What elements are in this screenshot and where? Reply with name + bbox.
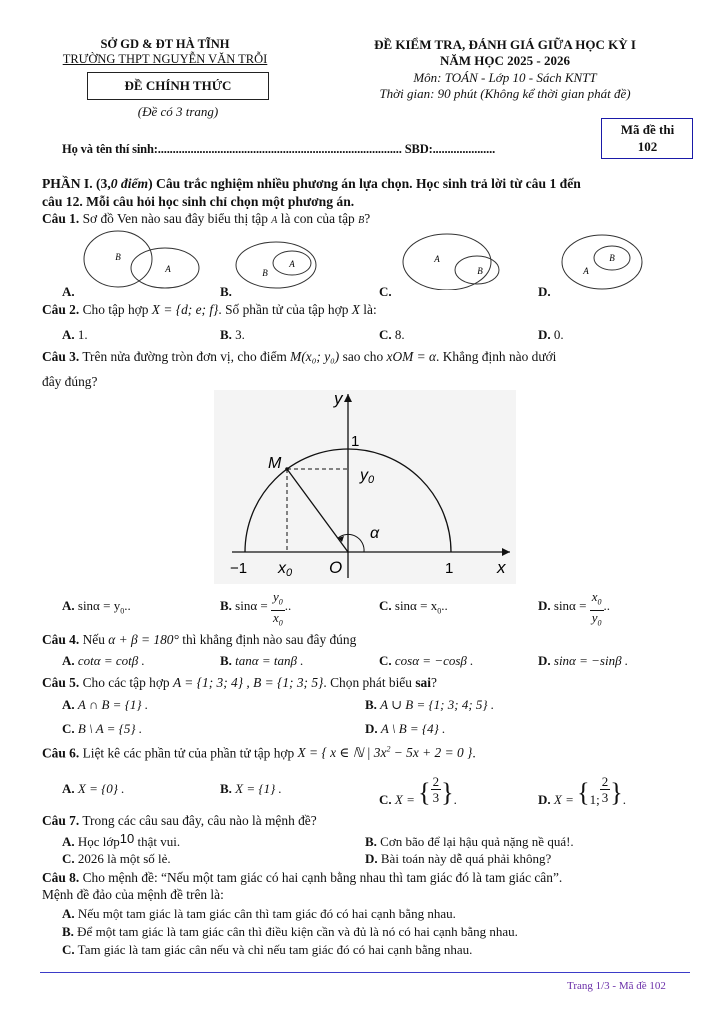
- q6-option-b[interactable]: [220, 781, 282, 797]
- part1-title-c: ) Câu trắc nghiệm nhiều phương án lựa chọn. Học sinh trả lời từ câu 1 đến: [148, 176, 581, 191]
- q3-option-a-tail: ..: [124, 598, 131, 613]
- q3-stem-line2: đây đúng?: [42, 374, 98, 389]
- fig-label-x0-sub: 0: [286, 567, 293, 579]
- q5-option-b-value: A ∪ B = {1; 3; 4; 5} .: [380, 697, 495, 712]
- q7-option-d-letter: D.: [365, 851, 378, 866]
- q8-stem-line2: Mệnh đề đảo của mệnh đề trên là:: [42, 887, 224, 902]
- q1-label: Câu 1.: [42, 211, 80, 226]
- part1-title-a: PHẦN I. (3,: [42, 176, 111, 191]
- venn-c-label-b: B: [477, 266, 483, 276]
- venn-a-label-a: A: [165, 264, 171, 274]
- q7-option-d-value: Bài toán này dễ quá phải không?: [380, 851, 552, 866]
- q6-option-d-lead: 1;: [589, 792, 600, 807]
- q2-text-b: . Số phần tử của tập hợp: [218, 302, 349, 317]
- q6-label: Câu 6.: [42, 745, 80, 761]
- venn-d-label-a: A: [583, 266, 589, 276]
- q1-var-a: A: [271, 215, 278, 226]
- q3-text-c: . Khẳng định nào dưới: [436, 349, 557, 364]
- q8-text: Cho mệnh đề: “Nếu một tam giác có hai cạnh bằng nhau thì tam giác đó là tam giác cân”.: [82, 870, 563, 885]
- q2-option-d-letter: D.: [538, 327, 551, 342]
- q2-var: X: [351, 302, 360, 317]
- q6-option-d[interactable]: D. X = {1; $\frac{2}{3}$ }.: [538, 774, 626, 807]
- venn-b-label-b: B: [262, 268, 268, 278]
- q3-option-b-num: [271, 590, 285, 611]
- footer-rule: [40, 972, 690, 973]
- fig-label-y0-main: y: [360, 467, 368, 484]
- q5-option-b-letter: B.: [365, 697, 377, 712]
- venn-diagrams: [0, 228, 725, 290]
- q1-text-a: Sơ đồ Ven nào sau đây biểu thị tập: [82, 211, 268, 226]
- q7-option-c-value: 2026 là một số lẻ.: [77, 851, 171, 866]
- q4-condition: α + β = 180°: [108, 632, 179, 647]
- q5-text-b: . Chọn phát biểu: [323, 675, 412, 690]
- q8-stem: [42, 870, 562, 886]
- fig-label-alpha: α: [370, 525, 380, 542]
- q1-option-d[interactable]: D.: [538, 284, 551, 299]
- exam-time: Thời gian: 90 phút (Không kể thời gian phát đề): [379, 86, 631, 101]
- q6-option-d-rbrace: }: [610, 778, 623, 807]
- q3-option-d-fraction: [590, 590, 604, 630]
- q5-option-b[interactable]: [365, 697, 494, 713]
- q6-tail: .: [472, 745, 476, 761]
- venn-c-label-a: A: [434, 254, 440, 264]
- q2-option-a[interactable]: [62, 327, 88, 343]
- q7-option-b-value: Cơn bão để lại hậu quả nặng nề quá!.: [380, 834, 574, 849]
- q6-option-c[interactable]: C. X = { $\frac{2}{3}$ }.: [379, 774, 457, 807]
- venn-a-label-b: B: [115, 252, 121, 262]
- part1-title: [42, 176, 581, 192]
- fig-label-one-right: 1: [445, 560, 454, 577]
- q2-text-c: là:: [363, 302, 377, 317]
- q3-option-c[interactable]: [379, 598, 448, 616]
- q5-option-a[interactable]: [62, 697, 148, 713]
- school-year: NĂM HỌC 2025 - 2026: [440, 53, 570, 68]
- official-label: ĐỀ CHÍNH THỨC: [124, 78, 232, 93]
- q7-option-a-value: Học lớp: [77, 834, 120, 849]
- q7-option-a-value2: thật vui.: [137, 834, 181, 849]
- q2-set: X = {d; e; f}: [151, 302, 219, 317]
- q8-option-b[interactable]: [62, 924, 518, 940]
- q1-option-b[interactable]: B.: [220, 284, 232, 299]
- q4-option-b-letter: B.: [220, 653, 232, 668]
- q8-label: Câu 8.: [42, 870, 80, 885]
- q6-option-c-lbrace: {: [418, 778, 431, 807]
- q5-sets: A = {1; 3; 4} , B = {1; 3; 5}: [172, 675, 324, 690]
- q3-option-b-lhs: sinα =: [235, 598, 268, 613]
- q2-option-c-value: 8.: [394, 327, 405, 342]
- q5-option-d-letter: D.: [365, 721, 378, 736]
- q6-option-a-letter: A.: [62, 781, 75, 796]
- q3-option-c-lhs: sinα = x: [394, 598, 438, 613]
- q4-option-c-letter: C.: [379, 653, 392, 668]
- q3-option-b[interactable]: [220, 590, 291, 630]
- q8-option-c-letter: C.: [62, 942, 75, 957]
- q8-option-b-letter: B.: [62, 924, 74, 939]
- exam-title: ĐỀ KIỂM TRA, ĐÁNH GIÁ GIỮA HỌC KỲ I: [374, 37, 636, 52]
- q8-option-c-value: Tam giác là tam giác cân nếu và chỉ nếu tam giác đó có hai cạnh bằng nhau.: [77, 942, 473, 957]
- q3-option-d-den: [590, 611, 604, 631]
- q6-option-c-den: 3: [432, 790, 440, 805]
- q3-option-b-letter: B.: [220, 598, 232, 613]
- q3-option-c-tail: ..: [441, 598, 448, 613]
- q5-label: Câu 5.: [42, 675, 80, 690]
- q2-text-a: Cho tập hợp: [82, 302, 149, 317]
- fig-label-one-top: 1: [351, 433, 360, 450]
- student-info-line: Họ và tên thí sinh:.................................................................................. SBD:.....................: [62, 142, 496, 156]
- q3-label: Câu 3.: [42, 349, 80, 364]
- q4-option-c-value: cosα = −cosβ .: [394, 653, 474, 668]
- q4-option-b[interactable]: [220, 653, 303, 669]
- q3-option-b-den-main: x: [273, 609, 279, 625]
- fig-x-axis-label: x: [497, 558, 506, 577]
- q6-option-b-value: X = {1} .: [235, 781, 282, 796]
- q7-option-d[interactable]: [365, 851, 551, 867]
- q5-option-a-letter: A.: [62, 697, 75, 712]
- q7-option-a-number: 10: [119, 831, 135, 846]
- q6-option-d-lbrace: {: [577, 778, 590, 807]
- q1-option-c[interactable]: C.: [379, 284, 392, 299]
- q1-option-a[interactable]: A.: [62, 284, 75, 299]
- q2-option-b-letter: B.: [220, 327, 232, 342]
- q3-option-d-tail: ..: [603, 598, 610, 613]
- fig-label-origin: O: [329, 558, 343, 577]
- q4-text-a: Nếu: [82, 632, 105, 647]
- q2-option-b-value: 3.: [235, 327, 245, 342]
- q1-text-c: ?: [364, 211, 371, 226]
- q7-option-c-letter: C.: [62, 851, 75, 866]
- q3-option-a-lhs: sinα = y: [77, 598, 121, 613]
- q6-set-a: X = { x ∈ ℕ | 3x: [297, 745, 387, 761]
- q6-stem: [42, 745, 476, 761]
- q8-option-b-value: Để một tam giác là tam giác cân thì điều kiện cần và đủ là nó có hai cạnh bằng nhau.: [77, 924, 518, 939]
- q3-text-b: sao cho: [342, 349, 384, 364]
- q4-option-d-value: sinα = −sinβ .: [553, 653, 629, 668]
- venn-b-label-a: A: [289, 259, 295, 269]
- q4-label: Câu 4.: [42, 632, 80, 647]
- q5-option-c[interactable]: [62, 721, 142, 737]
- q6-option-d-num: 2: [601, 774, 609, 789]
- q3-point: M(x₀; y₀): [290, 349, 340, 364]
- q6-option-c-num: 2: [432, 774, 440, 789]
- q6-option-c-pre: X =: [394, 792, 415, 807]
- q3-option-b-den: [271, 611, 285, 631]
- q3-option-b-tail: ..: [284, 598, 292, 613]
- q3-angle: xOM = α: [386, 349, 437, 364]
- part1-title-line2: câu 12. Mỗi câu hỏi học sinh chỉ chọn một phương án.: [42, 194, 355, 209]
- dept-name: SỞ GD & ĐT HÀ TĨNH: [100, 37, 230, 51]
- q6-option-d-fraction: [600, 774, 611, 805]
- unit-semicircle-figure: [214, 390, 516, 584]
- q3-option-b-num-sub: 0: [278, 597, 283, 607]
- q3-stem: [42, 349, 556, 365]
- q2-option-c-letter: C.: [379, 327, 392, 342]
- school-name: TRƯỜNG THPT NGUYỄN VĂN TRỖI: [62, 52, 268, 66]
- q4-option-d[interactable]: [538, 653, 628, 669]
- q5-option-d[interactable]: [365, 721, 445, 737]
- q3-option-d-num: [590, 590, 604, 611]
- q3-option-d-num-main: x: [591, 589, 598, 604]
- q4-text-b: thì khẳng định nào sau đây đúng: [182, 632, 357, 647]
- q7-option-a[interactable]: [62, 831, 181, 850]
- q3-option-b-den-sub: 0: [278, 618, 283, 628]
- q7-option-b[interactable]: [365, 834, 574, 850]
- q2-option-b[interactable]: [220, 327, 245, 343]
- q6-option-c-letter: C.: [379, 792, 392, 807]
- q3-option-d[interactable]: [538, 590, 610, 630]
- q4-option-a-value: cotα = cotβ .: [77, 653, 145, 668]
- q3-option-c-sub: 0: [437, 606, 442, 616]
- pages-note: (Đề có 3 trang): [137, 104, 219, 119]
- q6-option-c-rbrace: }: [441, 778, 454, 807]
- q3-option-d-den-main: y: [591, 609, 598, 625]
- q8-option-a[interactable]: [62, 906, 456, 922]
- q4-option-d-letter: D.: [538, 653, 551, 668]
- q5-stem: [42, 675, 437, 691]
- q3-text-a: Trên nửa đường tròn đơn vị, cho điểm: [82, 349, 287, 364]
- q8-option-c[interactable]: [62, 942, 472, 958]
- q1-text-b: là con của tập: [280, 211, 355, 226]
- q3-option-a-sub: 0: [120, 606, 125, 616]
- q4-stem: [42, 632, 356, 648]
- q7-text: Trong các câu sau đây, câu nào là mệnh đề?: [82, 813, 317, 828]
- q4-option-a[interactable]: [62, 653, 145, 669]
- q2-option-c[interactable]: [379, 327, 405, 343]
- fig-label-x0-main: x: [278, 560, 286, 577]
- q2-label: Câu 2.: [42, 302, 80, 317]
- q2-stem: [42, 302, 377, 318]
- q2-option-d-value: 0.: [553, 327, 564, 342]
- q6-option-d-den: 3: [601, 790, 609, 805]
- q3-option-a-letter: A.: [62, 598, 75, 613]
- page-footer: Trang 1/3 - Mã đề 102: [567, 980, 666, 992]
- q2-option-d[interactable]: [538, 327, 564, 343]
- q5-option-d-value: A \ B = {4} .: [380, 721, 446, 736]
- q3-option-d-num-sub: 0: [597, 597, 602, 607]
- q6-set: [297, 745, 476, 761]
- q6-option-d-letter: D.: [538, 792, 551, 807]
- q6-option-a[interactable]: [62, 781, 125, 797]
- q2-option-a-value: 1.: [77, 327, 88, 342]
- q7-label: Câu 7.: [42, 813, 80, 828]
- q6-set-sup: 2: [386, 745, 391, 754]
- fig-label-m: M: [268, 455, 282, 472]
- q5-emphasis: sai: [415, 675, 431, 690]
- q7-option-b-letter: B.: [365, 834, 377, 849]
- q6-option-d-pre: X =: [553, 792, 574, 807]
- q7-option-c[interactable]: [62, 851, 171, 867]
- q7-stem: [42, 813, 317, 829]
- exam-code-value: 102: [637, 139, 658, 154]
- q8-option-a-value: Nếu một tam giác là tam giác cân thì tam giác đó có hai cạnh bằng nhau.: [77, 906, 456, 921]
- exam-code-label: Mã đề thi: [620, 122, 675, 137]
- q5-text-c: ?: [430, 675, 437, 690]
- q5-option-a-value: A ∩ B = {1} .: [77, 697, 149, 712]
- q3-option-b-fraction: [271, 590, 285, 630]
- q6-option-b-letter: B.: [220, 781, 232, 796]
- q3-option-d-lhs: sinα =: [553, 598, 587, 613]
- q4-option-a-letter: A.: [62, 653, 75, 668]
- q3-option-b-num-main: y: [273, 589, 279, 604]
- fig-label-neg-one: −1: [230, 560, 248, 577]
- subject: Môn: TOÁN - Lớp 10 - Sách KNTT: [413, 70, 597, 85]
- q6-option-a-value: X = {0} .: [77, 781, 125, 796]
- part1-title-points: 0 điểm: [110, 176, 149, 191]
- q5-text-a: Cho các tập hợp: [82, 675, 170, 690]
- q6-text-a: Liệt kê các phần tử của phần tử tập hợp: [82, 745, 295, 761]
- q2-option-a-letter: A.: [62, 327, 75, 342]
- q6-option-c-fraction: [431, 774, 442, 805]
- q5-option-c-letter: C.: [62, 721, 75, 736]
- q1-stem: [42, 211, 370, 227]
- q8-option-a-letter: A.: [62, 906, 75, 921]
- q3-option-d-letter: D.: [538, 598, 551, 613]
- fig-label-y0-sub: 0: [368, 474, 375, 486]
- q3-option-c-letter: C.: [379, 598, 392, 613]
- q1-var-b: B: [358, 215, 365, 226]
- q4-option-b-value: tanα = tanβ .: [235, 653, 304, 668]
- q3-option-a[interactable]: [62, 598, 131, 616]
- q5-option-c-value: B \ A = {5} .: [77, 721, 143, 736]
- q7-option-a-letter: A.: [62, 834, 75, 849]
- q4-option-c[interactable]: [379, 653, 473, 669]
- q3-option-d-den-sub: 0: [597, 618, 602, 628]
- venn-d-label-b: B: [609, 253, 615, 263]
- q6-set-b: − 5x + 2 = 0 }: [390, 745, 473, 761]
- fig-y-axis-label: y: [334, 390, 343, 408]
